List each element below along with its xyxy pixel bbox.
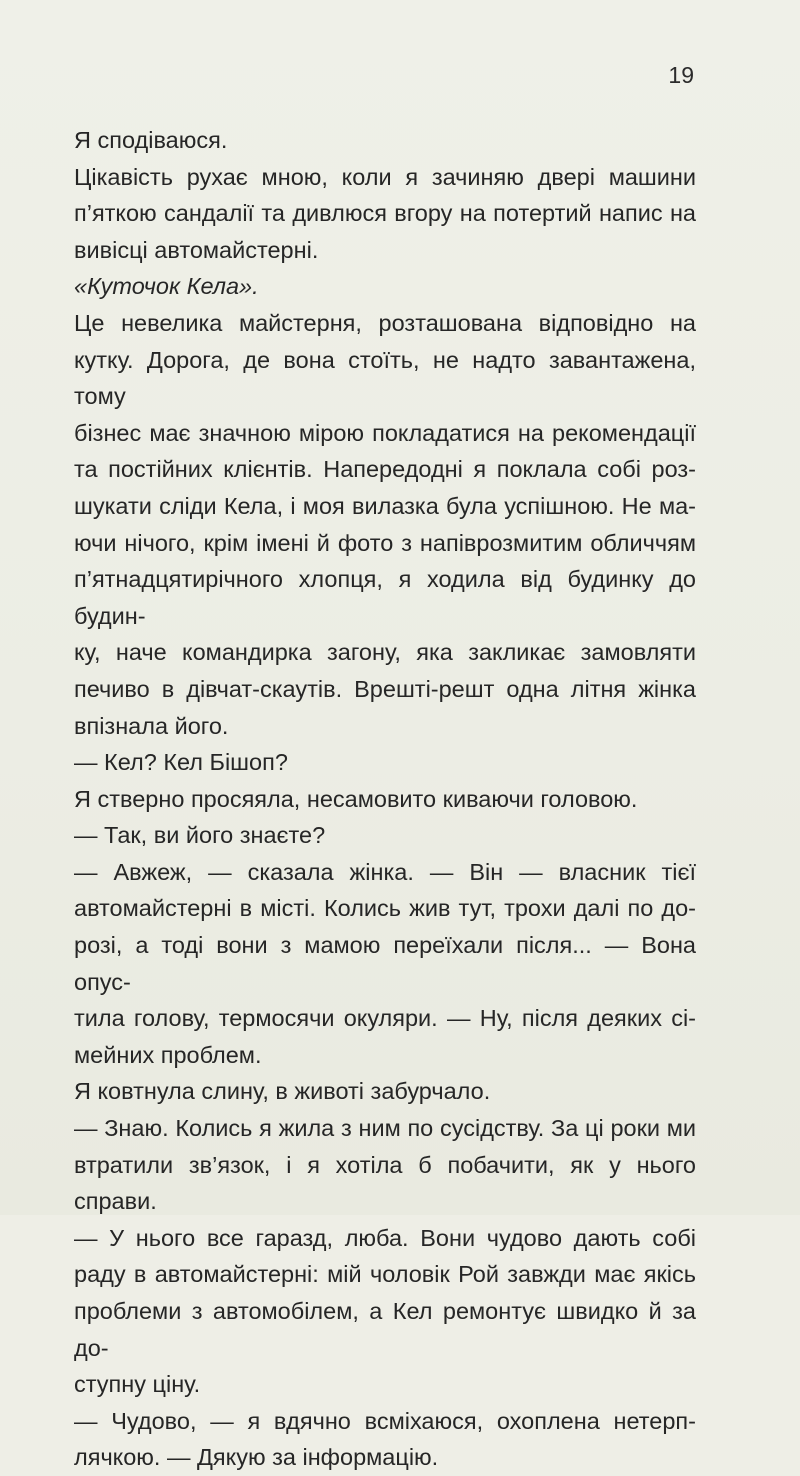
text-line: раду в автомайстерні: мій чоловік Рой завжди має якісь (74, 1261, 696, 1288)
text-line: ючи нічого, крім імені й фото з напіврозмитим обличчям (74, 529, 696, 556)
text-line: бізнес має значною мірою покладатися на рекомендації (74, 419, 696, 446)
text-line: вивісці автомайстерні. (74, 236, 319, 263)
text-line: Я ковтнула слину, в животі забурчало. (74, 1078, 491, 1105)
text-line: — Чудово, — я вдячно всміхаюся, охоплена нетерп- (74, 1407, 696, 1434)
text-line: печиво в дівчат-скаутів. Врешті-решт одна літня жінка (74, 675, 696, 702)
text-line: Цікавість рухає мною, коли я зачиняю двері машини (74, 163, 696, 190)
text-line: автомайстерні в місті. Колись жив тут, трохи далі по до- (74, 895, 696, 922)
text-line: проблеми з автомобілем, а Кел ремонтує швидко й за до- (74, 1298, 696, 1361)
body-text (74, 122, 696, 1476)
text-line: втратили зв’язок, і я хотіла б побачити, як у нього справи. (74, 1151, 696, 1215)
text-line: шукати сліди Кела, і моя вилазка була успішною. Не ма- (74, 492, 696, 519)
text-line: впізнала його. (74, 712, 229, 739)
text-line: тила голову, термосячи окуляри. — Ну, після деяких сі- (74, 1005, 696, 1032)
text-line: та постійних клієнтів. Напередодні я поклала собі роз- (74, 456, 696, 483)
text-line: — Кел? Кел Бішоп? (74, 749, 288, 776)
text-line: — Знаю. Колись я жила з ним по сусідству. За ці роки ми (74, 1115, 696, 1142)
text-line: — Авжеж, — сказала жінка. — Він — власник тієї (74, 858, 696, 885)
text-line: ступну ціну. (74, 1371, 201, 1398)
text-line: «Куточок Кела». (74, 273, 259, 300)
text-line: — Так, ви його знаєте? (74, 822, 326, 849)
text-line: Це невелика майстерня, розташована відповідно на (74, 309, 696, 336)
text-line: Я стверно просяяла, несамовито киваючи головою. (74, 785, 638, 812)
text-line: кутку. Дорога, де вона стоїть, не надто завантажена, тому (74, 346, 696, 410)
text-line: — У нього все гаразд, люба. Вони чудово дають собі (74, 1224, 696, 1251)
text-line: лячкою. — Дякую за інформацію. (74, 1444, 439, 1471)
text-line: п’ятнадцятирічного хлопця, я ходила від будинку до будин- (74, 566, 696, 629)
page-number: 19 (668, 62, 694, 88)
text-line: розі, а тоді вони з мамою переїхали після... — Вона опус- (74, 932, 696, 995)
text-line: Я сподіваюся. (74, 127, 228, 153)
text-line: ку, наче командирка загону, яка закликає замовляти (74, 639, 696, 666)
text-line: мейних проблем. (74, 1041, 262, 1068)
text-line: п’яткою сандалії та дивлюся вгору на потертий напис на (74, 200, 696, 227)
